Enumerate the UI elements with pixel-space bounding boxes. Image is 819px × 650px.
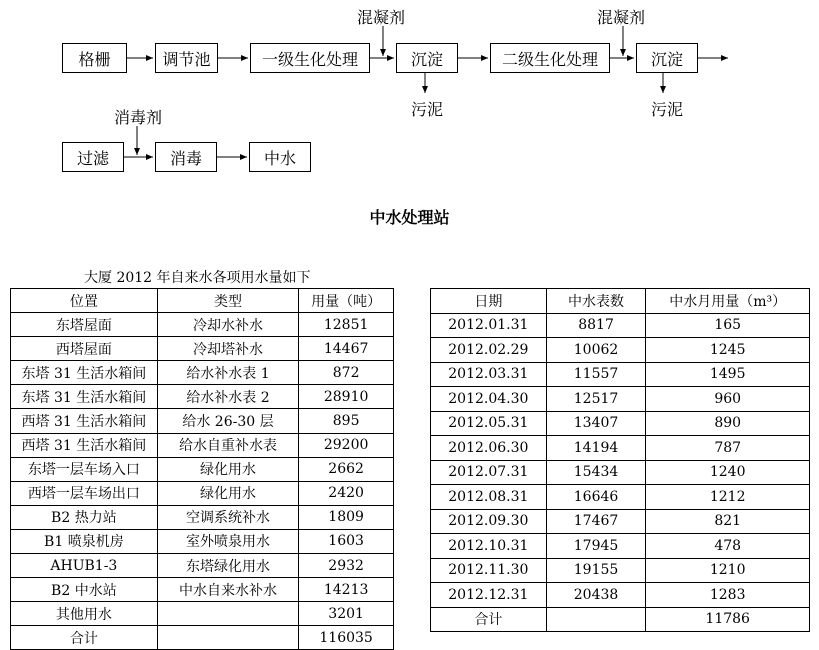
box-disinfection: 消毒 <box>155 142 217 172</box>
header-location: 位置 <box>11 289 158 313</box>
cell-location: 东塔 31 生活水箱间 <box>11 361 158 385</box>
cell-location: 合计 <box>11 626 158 650</box>
header-date: 日期 <box>431 289 547 314</box>
cell-meter-reading: 14194 <box>546 436 646 461</box>
header-type: 类型 <box>157 289 299 313</box>
cell-location: 西塔一层车场出口 <box>11 481 158 505</box>
cell-meter-reading: 15434 <box>546 460 646 485</box>
table-header-row <box>11 289 394 313</box>
cell-usage: 895 <box>299 409 394 433</box>
table-row <box>11 457 394 481</box>
cell-monthly-usage: 165 <box>646 313 810 338</box>
table-row <box>431 485 810 510</box>
cell-type: 给水补水表 1 <box>157 361 299 385</box>
cell-date: 2012.02.29 <box>431 338 547 363</box>
cell-type: 空调系统补水 <box>157 505 299 529</box>
cell-type: 冷却水补水 <box>157 313 299 337</box>
cell-type: 给水 26-30 层 <box>157 409 299 433</box>
table-row <box>431 607 810 632</box>
cell-meter-reading: 8817 <box>546 313 646 338</box>
header-monthly-usage: 中水月用量（m³） <box>646 289 810 314</box>
table-row <box>11 481 394 505</box>
cell-usage: 1603 <box>299 529 394 553</box>
box-grille: 格栅 <box>62 43 127 73</box>
box-regulating-tank: 调节池 <box>155 43 218 73</box>
table-row <box>431 313 810 338</box>
table-row <box>431 558 810 583</box>
cell-location: 西塔屋面 <box>11 337 158 361</box>
box-primary-bio-treatment: 一级生化处理 <box>250 43 370 73</box>
cell-usage: 116035 <box>299 626 394 650</box>
cell-usage: 28910 <box>299 385 394 409</box>
cell-type: 绿化用水 <box>157 457 299 481</box>
table-row <box>11 529 394 553</box>
cell-meter-reading: 16646 <box>546 485 646 510</box>
label-sludge-1: 污泥 <box>411 100 444 119</box>
label-coagulant-2: 混凝剂 <box>597 8 646 27</box>
cell-type: 室外喷泉用水 <box>157 529 299 553</box>
cell-date: 2012.05.31 <box>431 411 547 436</box>
cell-location: B2 中水站 <box>11 578 158 602</box>
cell-date: 2012.11.30 <box>431 558 547 583</box>
cell-usage: 12851 <box>299 313 394 337</box>
cell-date: 2012.08.31 <box>431 485 547 510</box>
cell-location: AHUB1-3 <box>11 554 158 578</box>
table-row <box>431 534 810 559</box>
box-filtration: 过滤 <box>62 142 124 172</box>
cell-location: 东塔屋面 <box>11 313 158 337</box>
header-meter-reading: 中水表数 <box>546 289 646 314</box>
box-reclaimed-water: 中水 <box>249 142 311 172</box>
cell-date: 2012.01.31 <box>431 313 547 338</box>
table-row <box>11 313 394 337</box>
cell-usage: 2420 <box>299 481 394 505</box>
box-secondary-bio-treatment: 二级生化处理 <box>490 43 610 73</box>
cell-meter-reading: 17945 <box>546 534 646 559</box>
cell-date: 2012.04.30 <box>431 387 547 412</box>
table-header-row <box>431 289 810 314</box>
table-row <box>11 578 394 602</box>
cell-meter-reading: 13407 <box>546 411 646 436</box>
cell-location: B2 热力站 <box>11 505 158 529</box>
cell-meter-reading: 10062 <box>546 338 646 363</box>
label-sludge-2: 污泥 <box>651 100 684 119</box>
reclaimed-water-table <box>430 288 810 632</box>
table-row <box>431 460 810 485</box>
cell-type: 给水补水表 2 <box>157 385 299 409</box>
cell-meter-reading: 11557 <box>546 362 646 387</box>
cell-type: 东塔绿化用水 <box>157 554 299 578</box>
page-title: 中水处理站 <box>369 208 450 227</box>
table-row <box>11 433 394 457</box>
cell-monthly-usage: 1495 <box>646 362 810 387</box>
cell-date: 2012.09.30 <box>431 509 547 534</box>
table-row <box>431 509 810 534</box>
cell-monthly-usage: 478 <box>646 534 810 559</box>
header-usage: 用量（吨） <box>299 289 394 313</box>
cell-location: 东塔 31 生活水箱间 <box>11 385 158 409</box>
table-row <box>11 602 394 626</box>
cell-usage: 14213 <box>299 578 394 602</box>
cell-usage: 2662 <box>299 457 394 481</box>
cell-usage: 14467 <box>299 337 394 361</box>
cell-date: 2012.12.31 <box>431 583 547 608</box>
box-sedimentation-2: 沉淀 <box>636 43 698 73</box>
cell-usage: 3201 <box>299 602 394 626</box>
cell-usage: 872 <box>299 361 394 385</box>
cell-monthly-usage: 821 <box>646 509 810 534</box>
cell-date: 合计 <box>431 607 547 632</box>
cell-location: 西塔 31 生活水箱间 <box>11 409 158 433</box>
cell-type: 绿化用水 <box>157 481 299 505</box>
table-row <box>431 338 810 363</box>
cell-location: 西塔 31 生活水箱间 <box>11 433 158 457</box>
table-row <box>11 554 394 578</box>
cell-usage: 29200 <box>299 433 394 457</box>
table-row <box>11 409 394 433</box>
cell-meter-reading: 12517 <box>546 387 646 412</box>
cell-type: 中水自来水补水 <box>157 578 299 602</box>
cell-type <box>157 626 299 650</box>
water-usage-table <box>10 288 394 650</box>
cell-usage: 2932 <box>299 554 394 578</box>
cell-meter-reading: 20438 <box>546 583 646 608</box>
table-row <box>431 411 810 436</box>
cell-monthly-usage: 11786 <box>646 607 810 632</box>
cell-location: B1 喷泉机房 <box>11 529 158 553</box>
table-row <box>11 337 394 361</box>
label-disinfectant: 消毒剂 <box>114 108 163 127</box>
cell-meter-reading <box>546 607 646 632</box>
table-row <box>11 361 394 385</box>
cell-location: 东塔一层车场入口 <box>11 457 158 481</box>
cell-type: 冷却塔补水 <box>157 337 299 361</box>
cell-monthly-usage: 1283 <box>646 583 810 608</box>
cell-meter-reading: 17467 <box>546 509 646 534</box>
cell-monthly-usage: 1240 <box>646 460 810 485</box>
cell-date: 2012.06.30 <box>431 436 547 461</box>
cell-date: 2012.03.31 <box>431 362 547 387</box>
cell-monthly-usage: 1212 <box>646 485 810 510</box>
table1-caption: 大厦 2012 年自来水各项用水量如下 <box>84 270 311 286</box>
label-coagulant-1: 混凝剂 <box>357 8 406 27</box>
cell-meter-reading: 19155 <box>546 558 646 583</box>
table-row <box>11 505 394 529</box>
table-row <box>431 362 810 387</box>
cell-monthly-usage: 1245 <box>646 338 810 363</box>
table-row <box>431 387 810 412</box>
table-row <box>431 583 810 608</box>
table-row <box>11 626 394 650</box>
box-sedimentation-1: 沉淀 <box>396 43 458 73</box>
cell-date: 2012.10.31 <box>431 534 547 559</box>
cell-type <box>157 602 299 626</box>
table-row <box>431 436 810 461</box>
cell-type: 给水自重补水表 <box>157 433 299 457</box>
table-row <box>11 385 394 409</box>
cell-usage: 1809 <box>299 505 394 529</box>
cell-location: 其他用水 <box>11 602 158 626</box>
cell-date: 2012.07.31 <box>431 460 547 485</box>
cell-monthly-usage: 890 <box>646 411 810 436</box>
cell-monthly-usage: 787 <box>646 436 810 461</box>
cell-monthly-usage: 960 <box>646 387 810 412</box>
cell-monthly-usage: 1210 <box>646 558 810 583</box>
